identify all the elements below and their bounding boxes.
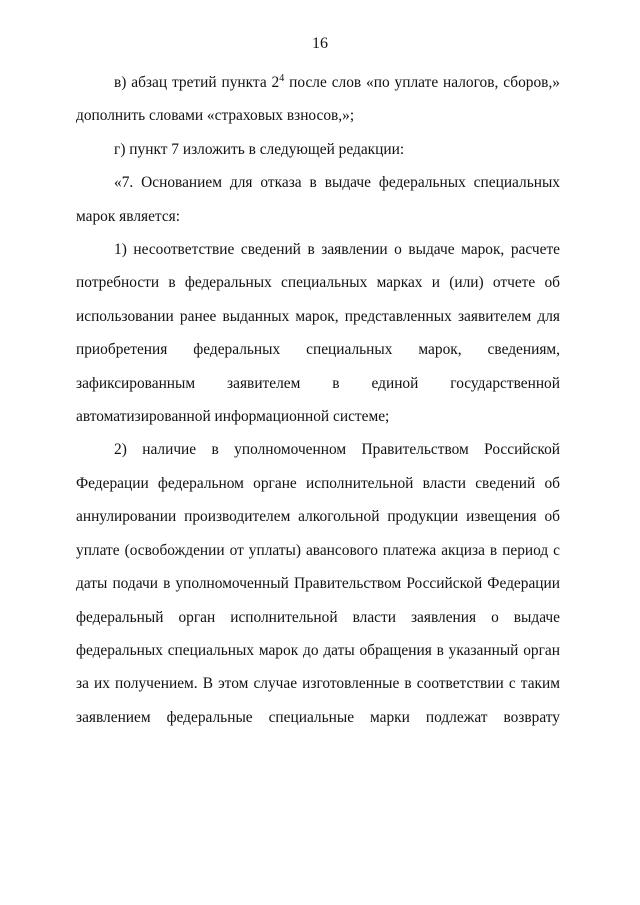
paragraph-amendment-v [76, 66, 560, 133]
paragraph-item-1: 1) несоответствие сведений в заявлении о выдаче марок, расчете потребности в федеральных специальных марках и (или) отчете об использовании ранее выданных марок, представленных заявителем для приобретения федеральных специальных марок, сведениям, зафиксированным заявителем в единой государственной автоматизированной информационной системе; [76, 241, 560, 426]
paragraph-amendment-v-end: после слов «по уплате налогов, сборов,» дополнить словами «страховых взносов,»; [76, 74, 560, 125]
paragraph-item-2: 2) наличие в уполномоченном Правительством Российской Федерации федеральном органе исполнительной власти сведений об аннулировании производителем алкогольной продукции извещения об уплате (освобождении от уплаты) авансового платежа акциза в период с даты подачи в уполномоченный Правительством Российской Федерации федеральный орган исполнительной власти заявления о выдаче федеральных специальных марок до даты обращения в указанный орган за их получением. В этом случае изготовленные в соответствии с таким заявлением федеральные специальные марки подлежат возврату [76, 441, 560, 726]
paragraph-clause-7-intro: «7. Основанием для отказа в выдаче федеральных специальных марок является: [76, 174, 560, 225]
superscript-index: 4 [279, 73, 285, 84]
paragraph-amendment-g: г) пункт 7 изложить в следующей редакции: [114, 140, 405, 158]
page-number: 16 [312, 35, 328, 52]
document-body [76, 66, 560, 734]
paragraph-amendment-v-start: в) абзац третий пункта 2 [114, 74, 280, 91]
